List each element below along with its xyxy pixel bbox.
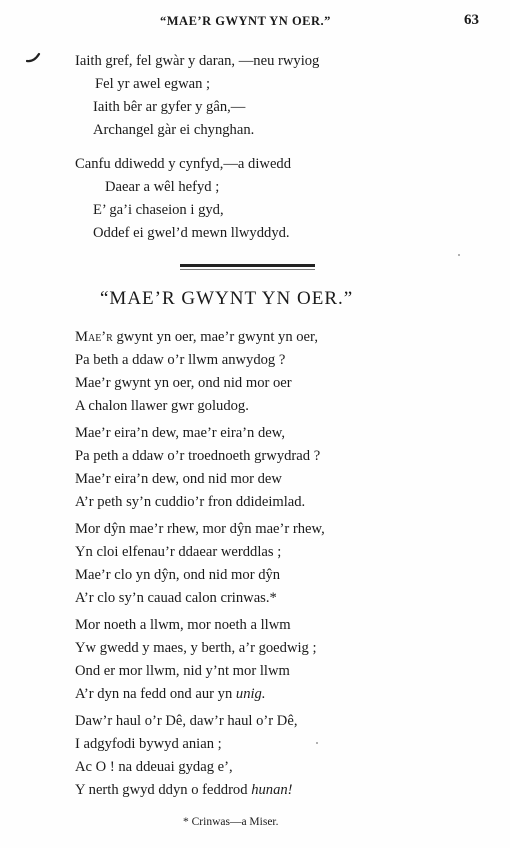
verse-line: A’r peth sy’n cuddio’r fron ddideimlad.: [75, 494, 306, 510]
verse-line: Mae’r clo yn dŷn, ond nid mor dŷn: [75, 567, 281, 583]
verse-line: Yw gwedd y maes, y berth, a’r goedwig ;: [75, 640, 317, 656]
verse-line: E’ ga’i chaseion i gyd,: [93, 202, 224, 218]
italic-word: unig.: [235, 686, 266, 702]
verse-line: Fel yr awel egwan ;: [95, 76, 211, 92]
verse-line: [75, 683, 266, 706]
verse-line: Ac O ! na ddeuai gydag e’,: [75, 759, 233, 775]
verse-line: A chalon llawer gwr goludog.: [75, 398, 249, 414]
verse-line: [75, 779, 293, 802]
running-title: “MAE’R GWYNT YN OER.”: [160, 14, 331, 28]
verse-line: Mae’r gwynt yn oer, ond nid mor oer: [75, 375, 292, 391]
line-text: Y nerth gwyd ddyn o feddrod: [75, 782, 252, 798]
verse-line: A’r clo sy’n cauad calon crinwas.*: [75, 590, 277, 606]
verse-line: Mor dŷn mae’r rhew, mor dŷn mae’r rhew,: [75, 521, 325, 537]
verse-line: Pa beth a ddaw o’r llwm anwydog ?: [75, 352, 286, 368]
italic-word: hunan!: [251, 782, 293, 798]
verse-line: Daear a wêl hefyd ;: [105, 179, 220, 195]
verse-line: Daw’r haul o’r Dê, daw’r haul o’r Dê,: [75, 713, 298, 729]
verse-line: Iaith gref, fel gwàr y daran, —neu rwyiog: [75, 53, 320, 69]
verse-line: Mae’r eira’n dew, mae’r eira’n dew,: [75, 425, 285, 441]
verse-line: Ond er mor llwm, nid y’nt mor llwm: [75, 663, 290, 679]
scan-speck: [316, 742, 318, 744]
footnote: * Crinwas—a Miser.: [183, 816, 279, 828]
verse-line: Archangel gàr ei chynghan.: [93, 122, 255, 138]
verse-line: Canfu ddiwedd y cynfyd,—a diwedd: [75, 156, 292, 172]
section-divider: [180, 264, 315, 270]
verse-line: Yn cloi elfenau’r ddaear werddlas ;: [75, 544, 282, 560]
verse-line: I adgyfodi bywyd anian ;: [75, 736, 222, 752]
verse-line: [75, 326, 318, 349]
verse-line: Mor noeth a llwm, mor noeth a llwm: [75, 617, 291, 633]
poem-title: “MAE’R GWYNT YN OER.”: [100, 288, 354, 309]
line-text: A’r dyn na fedd ond aur yn: [75, 686, 236, 702]
first-line-rest: gwynt yn oer, mae’r gwynt yn oer,: [112, 329, 318, 345]
page-number: 63: [464, 12, 479, 28]
scan-speck: [458, 254, 460, 256]
margin-mark-icon: [26, 50, 42, 64]
verse-line: Mae’r eira’n dew, ond nid mor dew: [75, 471, 282, 487]
first-word-small-caps: Mae’r: [75, 329, 113, 345]
verse-line: Iaith bêr ar gyfer y gân,—: [93, 99, 246, 115]
verse-line: Oddef ei gwel’d mewn llwyddyd.: [93, 225, 290, 241]
verse-line: Pa peth a ddaw o’r troednoeth grwydrad ?: [75, 448, 321, 464]
